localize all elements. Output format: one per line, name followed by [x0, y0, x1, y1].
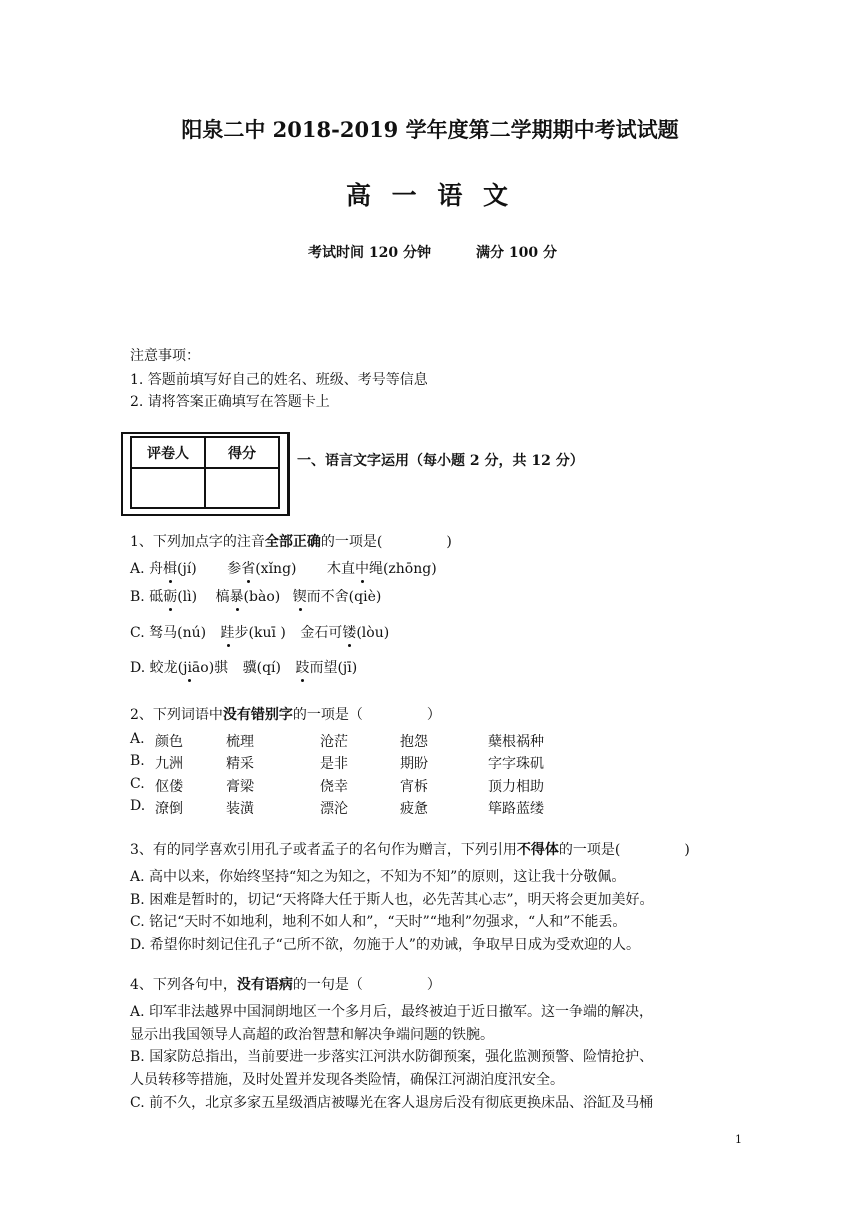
- option-letter: C.: [130, 776, 145, 792]
- stem-text: ): [684, 842, 690, 858]
- grader-cell[interactable]: [131, 468, 205, 508]
- grader-header: 评卷人: [131, 437, 205, 468]
- question-1-option-a: [130, 558, 437, 578]
- option-text: (xǐng): [255, 561, 297, 577]
- dotted-char: 龙(jiāo): [164, 657, 215, 677]
- section-heading: 一、语言文字运用（每小题 2 分，共 12 分）: [297, 453, 584, 469]
- question-3-option-b: B. 困难是暂时的，切记“天将降大任于斯人也，必先苦其心志”，明天将会更加美好。: [130, 892, 654, 908]
- question-4-line: B. 国家防总指出，当前要进一步落实江河洪水防御预案，强化监测预警、险情抢护、: [130, 1049, 654, 1065]
- notes-title: 注意事项：: [130, 348, 200, 364]
- full-score: 满分 100 分: [476, 245, 557, 261]
- stem-text: 3、有的同学喜欢引用孔子或者孟子的名句作为赠言，下列引用: [130, 842, 517, 858]
- page-number: 1: [735, 1133, 742, 1146]
- option-word: 精采: [226, 756, 254, 772]
- question-3-option-d: D. 希望你时刻记住孔子“己所不欲，勿施于人”的劝诫，争取早日成为受欢迎的人。: [130, 937, 640, 953]
- question-1-stem: [130, 535, 452, 549]
- question-4-stem: [130, 978, 441, 992]
- option-word: 装潢: [226, 801, 254, 817]
- option-text: 槁: [215, 589, 230, 605]
- question-1-option-b: [130, 586, 381, 606]
- question-1-option-d: [130, 657, 357, 677]
- option-text: C. 驽马(nú): [130, 625, 207, 641]
- option-word: 侥幸: [320, 779, 348, 795]
- option-text: B. 砥: [130, 589, 164, 605]
- option-word: 抱怨: [400, 734, 428, 750]
- option-letter: B.: [130, 753, 145, 769]
- stem-text: 4、下列各句中，: [130, 977, 237, 993]
- dotted-char: 镂: [342, 622, 356, 642]
- option-letter: D.: [130, 798, 146, 814]
- stem-keyword: 没有错别字: [222, 707, 293, 723]
- option-word: 宵柝: [400, 779, 428, 795]
- option-word: 是非: [320, 756, 348, 772]
- option-word: 膏梁: [226, 779, 254, 795]
- stem-text: ）: [426, 977, 441, 993]
- option-text: A. 舟: [130, 561, 164, 577]
- option-text: 木直: [326, 561, 355, 577]
- option-word: 沧茫: [320, 734, 348, 750]
- option-word: 伛偻: [155, 779, 183, 795]
- option-text: 骥(qí): [242, 660, 281, 676]
- exam-time: 考试时间 120 分钟: [308, 245, 431, 261]
- option-word: 颜色: [155, 734, 183, 750]
- dotted-char: 锲: [293, 586, 307, 606]
- option-word: 筚路蓝缕: [488, 801, 544, 817]
- score-header: 得分: [205, 437, 279, 468]
- stem-keyword: 没有语病: [236, 977, 293, 993]
- dotted-char: 暴: [230, 586, 244, 606]
- option-text: 骐: [214, 660, 229, 676]
- dotted-char: 省: [241, 558, 255, 578]
- stem-text: 的一项是(: [558, 842, 621, 858]
- option-text: D. 蛟: [130, 660, 164, 676]
- option-text: 金石可: [300, 625, 343, 641]
- stem-text: 的一项是(: [320, 534, 383, 550]
- option-word: 顶力相助: [488, 779, 544, 795]
- question-3-option-a: A. 高中以来，你始终坚持“知之为知之，不知为不知”的原则，这让我十分敬佩。: [130, 869, 626, 885]
- option-word: 字字珠矶: [488, 756, 544, 772]
- note-item: 1. 答题前填写好自己的姓名、班级、考号等信息: [130, 372, 428, 388]
- stem-text: 的一句是（: [292, 977, 363, 993]
- option-text: 步(kuī ): [234, 625, 286, 641]
- dotted-char: 砺: [163, 586, 177, 606]
- score-table: [130, 436, 280, 509]
- option-word: 漂沦: [320, 801, 348, 817]
- question-4-line: 人员转移等措施，及时处置并发现各类险情，确保江河湖泊度汛安全。: [130, 1072, 564, 1088]
- stem-keyword: 不得体: [516, 842, 559, 858]
- question-4-line: A. 印军非法越界中国洞朗地区一个多月后，最终被迫于近日撤军。这一争端的解决，: [130, 1004, 654, 1020]
- note-item: 2. 请将答案正确填写在答题卡上: [130, 394, 330, 410]
- stem-text: ): [446, 534, 452, 550]
- option-word: 梳理: [226, 734, 254, 750]
- question-4-line: C. 前不久，北京多家五星级酒店被曝光在客人退房后没有彻底更换床品、浴缸及马桶: [130, 1095, 654, 1111]
- score-box-rule: [287, 432, 289, 516]
- question-1-option-c: [130, 622, 389, 642]
- question-3-stem: [130, 843, 690, 857]
- stem-text: 1、下列加点字的注音: [130, 534, 265, 550]
- stem-text: 2、下列词语中: [130, 707, 223, 723]
- option-word: 九洲: [155, 756, 183, 772]
- question-4-line: 显示出我国领导人高超的政治智慧和解决争端问题的铁腕。: [130, 1027, 494, 1043]
- option-text: 绳(zhōng): [368, 561, 437, 577]
- exam-title: 阳泉二中 2018-2019 学年度第二学期期中考试试题: [181, 117, 679, 142]
- option-word: 疲惫: [400, 801, 428, 817]
- score-cell[interactable]: [205, 468, 279, 508]
- option-word: 期盼: [400, 756, 428, 772]
- option-text: 参: [227, 561, 242, 577]
- stem-text: 的一项是（: [292, 707, 363, 723]
- subject-title: 高 一 语 文: [345, 181, 515, 210]
- stem-text: ）: [426, 707, 441, 723]
- option-text: (lì): [177, 589, 198, 605]
- dotted-char: 楫: [163, 558, 177, 578]
- option-word: 蘖根祸种: [488, 734, 544, 750]
- dotted-char: 跂: [295, 657, 309, 677]
- option-text: (lòu): [356, 625, 390, 641]
- dotted-char: 跬: [221, 622, 235, 642]
- option-text: (jí): [177, 561, 197, 577]
- option-text: (bào): [243, 589, 281, 605]
- option-letter: A.: [130, 731, 145, 747]
- question-2-stem: [130, 708, 441, 722]
- dotted-char: 中: [355, 558, 369, 578]
- question-3-option-c: C. 铭记“天时不如地利，地利不如人和”，“天时”“地利”勿强求，“人和”不能丢。: [130, 914, 627, 930]
- option-text: 而望(jī): [309, 660, 358, 676]
- option-text: 而不舍(qiè): [306, 589, 382, 605]
- option-word: 潦倒: [155, 801, 183, 817]
- stem-keyword: 全部正确: [264, 534, 321, 550]
